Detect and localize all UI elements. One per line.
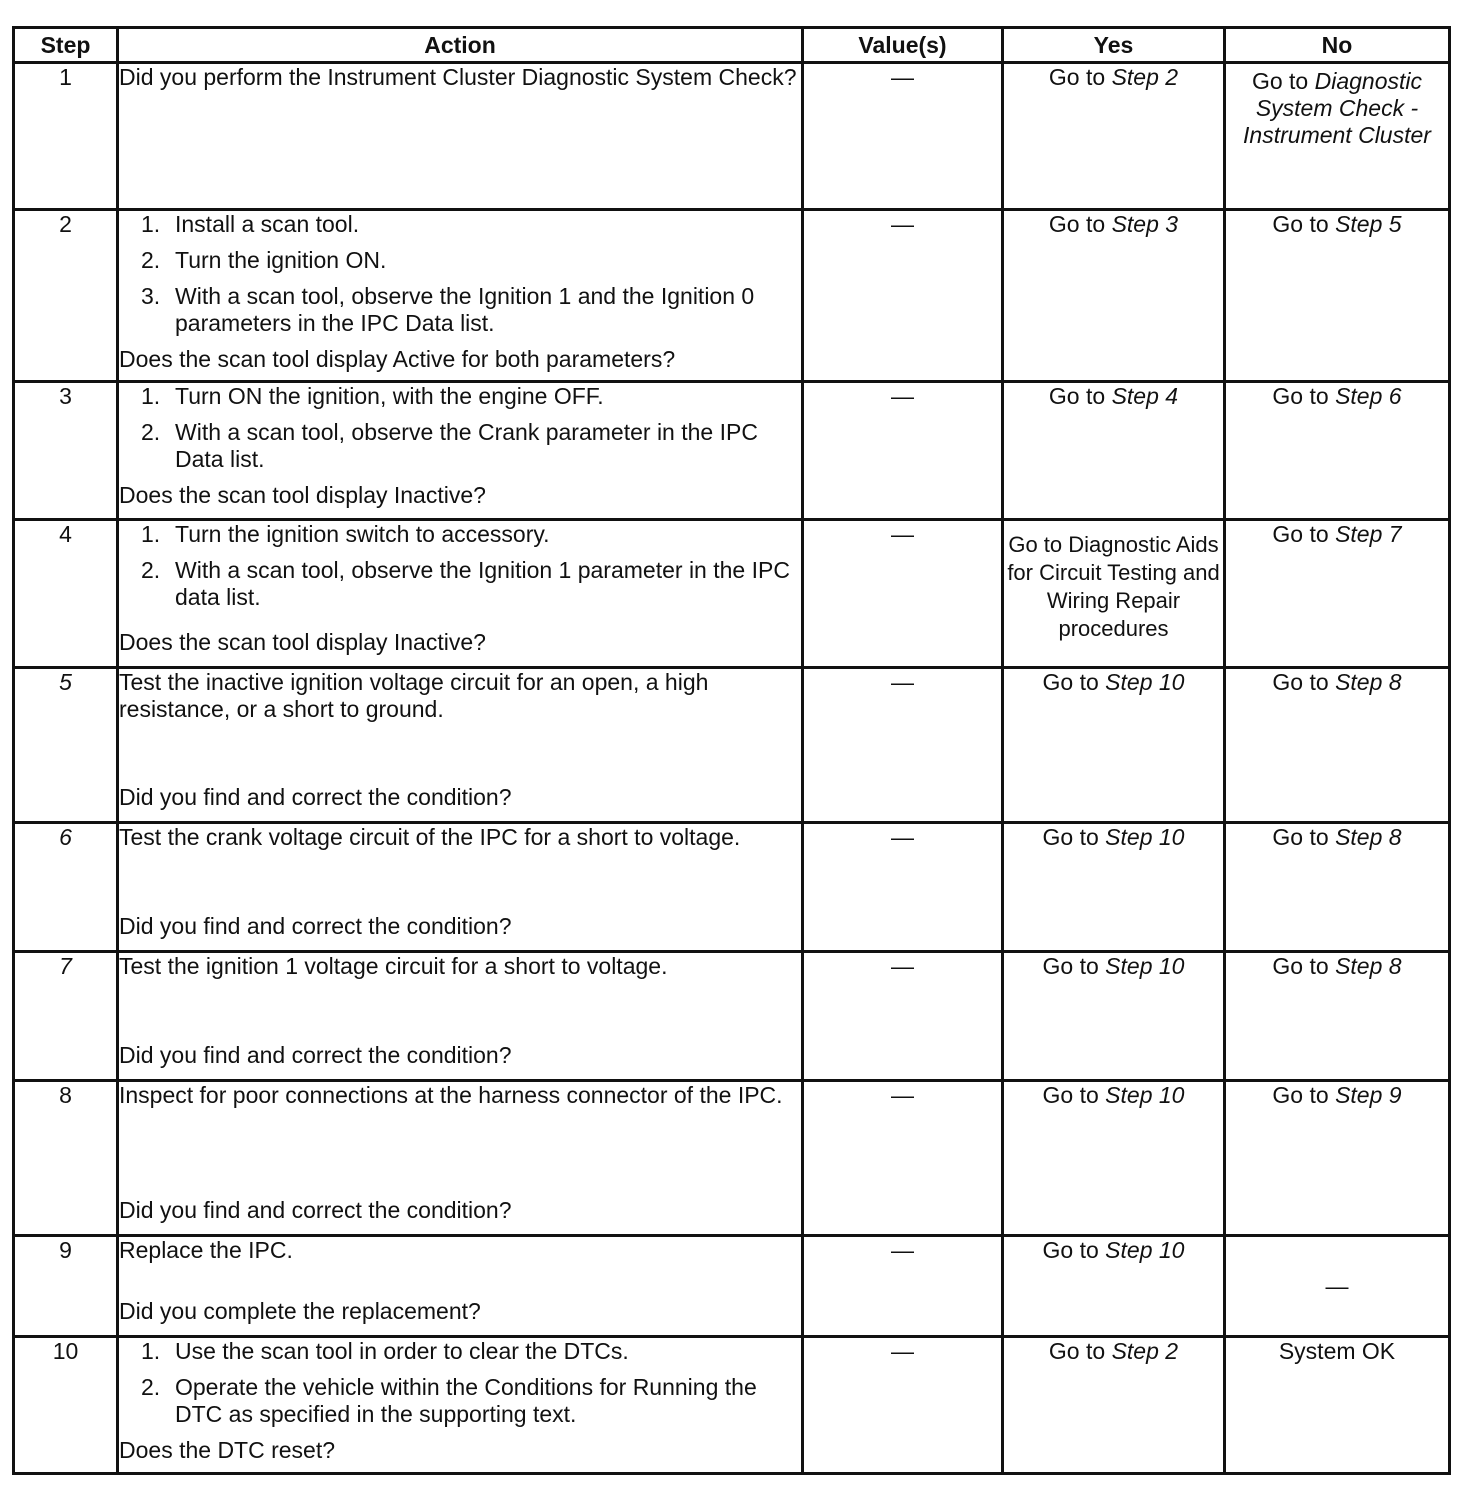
action-question: Does the DTC reset? (119, 1437, 336, 1463)
yes-cell (1003, 1337, 1225, 1474)
value-cell (803, 1081, 1003, 1236)
no-goto-prefix: Go to (1272, 1082, 1329, 1108)
action-cell (118, 952, 803, 1081)
no-cell (1225, 382, 1450, 520)
no-goto-link[interactable]: Step 8 (1335, 824, 1402, 850)
step-number: 6 (59, 824, 72, 850)
table-row (14, 1236, 1450, 1337)
substep-item (141, 1374, 801, 1428)
yes-cell (1003, 520, 1225, 668)
no-cell (1225, 823, 1450, 952)
substep-number: 2. (141, 557, 161, 583)
substep-text: With a scan tool, observe the Crank parameter in the IPC Data list. (175, 419, 758, 472)
action-instruction: Test the ignition 1 voltage circuit for a short to voltage. (119, 953, 668, 979)
action-instruction: Test the crank voltage circuit of the IPC for a short to voltage. (119, 824, 741, 850)
yes-goto-link[interactable]: Step 10 (1105, 1237, 1185, 1263)
no-goto-prefix: Go to (1272, 953, 1329, 979)
substep-number: 3. (141, 283, 161, 309)
yes-cell (1003, 210, 1225, 382)
action-question: Does the scan tool display Inactive? (119, 482, 486, 508)
no-cell (1225, 668, 1450, 823)
yes-goto-prefix: Go to (1042, 669, 1099, 695)
header-values: Value(s) (803, 28, 1003, 63)
substep-number: 2. (141, 419, 161, 445)
yes-cell (1003, 382, 1225, 520)
no-goto-prefix: Go to (1272, 211, 1329, 237)
step-number: 3 (59, 383, 72, 409)
substep-list (119, 521, 801, 611)
action-instruction: Inspect for poor connections at the harness connector of the IPC. (119, 1082, 783, 1108)
no-goto-prefix: Go to (1251, 68, 1309, 94)
action-cell (118, 382, 803, 520)
action-cell (118, 1236, 803, 1337)
no-goto-link[interactable]: Step 6 (1335, 383, 1402, 409)
table-row (14, 1081, 1450, 1236)
substep-number: 2. (141, 247, 161, 273)
substep-number: 1. (141, 521, 161, 547)
substep-text: Install a scan tool. (175, 211, 360, 237)
diagnostic-table (12, 26, 1451, 1475)
no-cell (1225, 1236, 1450, 1337)
yes-goto-prefix: Go to (1048, 383, 1106, 409)
yes-outcome-text: Go to Diagnostic Aids for Circuit Testing and Wiring Repair procedures (1007, 532, 1220, 641)
substep-number: 1. (141, 1338, 161, 1364)
action-question: Did you find and correct the condition? (119, 1042, 512, 1068)
no-cell (1225, 952, 1450, 1081)
value-dash: — (891, 824, 914, 850)
no-goto-link[interactable]: Step 7 (1335, 521, 1402, 547)
table-row (14, 382, 1450, 520)
no-outcome-text: — (1325, 1272, 1349, 1299)
no-goto-prefix: Go to (1272, 521, 1329, 547)
value-dash: — (891, 953, 914, 979)
header-action: Action (118, 28, 803, 63)
yes-goto-link[interactable]: Step 4 (1111, 383, 1179, 409)
action-instruction: Test the inactive ignition voltage circuit for an open, a high resistance, or a short to ground. (119, 669, 709, 722)
value-cell (803, 1337, 1003, 1474)
yes-cell (1003, 668, 1225, 823)
action-question: Did you find and correct the condition? (119, 913, 512, 939)
action-question: Does the scan tool display Active for both parameters? (119, 346, 676, 372)
table-row (14, 520, 1450, 668)
action-question: Did you find and correct the condition? (119, 784, 512, 810)
value-cell (803, 823, 1003, 952)
substep-text: Use the scan tool in order to clear the DTCs. (175, 1338, 629, 1364)
yes-goto-link[interactable]: Step 3 (1111, 211, 1179, 237)
no-goto-link[interactable]: Step 5 (1335, 211, 1402, 237)
yes-goto-link[interactable]: Step 2 (1111, 1338, 1179, 1364)
table-row (14, 823, 1450, 952)
value-cell (803, 520, 1003, 668)
no-goto-prefix: Go to (1272, 669, 1329, 695)
action-cell (118, 520, 803, 668)
value-dash: — (891, 383, 914, 409)
table-row (14, 952, 1450, 1081)
step-number: 9 (59, 1237, 72, 1263)
yes-cell (1003, 952, 1225, 1081)
value-dash: — (891, 1237, 914, 1263)
yes-goto-link[interactable]: Step 2 (1111, 64, 1179, 90)
yes-goto-prefix: Go to (1042, 1082, 1099, 1108)
step-cell (14, 1081, 118, 1236)
value-cell (803, 668, 1003, 823)
substep-item (141, 383, 801, 410)
step-number: 10 (52, 1338, 79, 1364)
action-instruction: Did you perform the Instrument Cluster Diagnostic System Check? (119, 64, 797, 90)
value-cell (803, 1236, 1003, 1337)
no-outcome-text: System OK (1278, 1338, 1396, 1364)
yes-goto-link[interactable]: Step 10 (1105, 669, 1185, 695)
substep-text: Operate the vehicle within the Conditions for Running the DTC as specified in the supporting text. (175, 1374, 757, 1427)
value-dash: — (891, 521, 914, 547)
yes-goto-prefix: Go to (1048, 1338, 1106, 1364)
substep-text: Turn the ignition ON. (175, 247, 387, 273)
yes-goto-prefix: Go to (1048, 211, 1106, 237)
substep-number: 2. (141, 1374, 161, 1400)
yes-goto-link[interactable]: Step 10 (1105, 953, 1185, 979)
table-row (14, 63, 1450, 210)
substep-number: 1. (141, 211, 161, 237)
value-cell (803, 382, 1003, 520)
action-cell (118, 668, 803, 823)
step-number: 2 (59, 211, 72, 237)
yes-goto-prefix: Go to (1048, 64, 1106, 90)
no-goto-link[interactable]: Diagnostic System Check - Instrument Cluster (1243, 68, 1431, 148)
step-cell (14, 1236, 118, 1337)
value-cell (803, 210, 1003, 382)
step-cell (14, 63, 118, 210)
header-row (14, 28, 1450, 63)
step-number: 4 (59, 521, 72, 547)
substep-list (119, 383, 801, 473)
substep-item (141, 1338, 801, 1365)
no-goto-link[interactable]: Step 8 (1335, 953, 1402, 979)
yes-goto-prefix: Go to (1042, 1237, 1099, 1263)
action-cell (118, 63, 803, 210)
step-cell (14, 210, 118, 382)
step-cell (14, 823, 118, 952)
no-cell (1225, 520, 1450, 668)
substep-text: Turn the ignition switch to accessory. (175, 521, 550, 547)
no-goto-prefix: Go to (1272, 824, 1329, 850)
header-no: No (1225, 28, 1450, 63)
action-question: Did you complete the replacement? (119, 1298, 481, 1324)
step-number: 5 (59, 669, 72, 695)
yes-cell (1003, 63, 1225, 210)
action-cell (118, 1081, 803, 1236)
step-cell (14, 382, 118, 520)
table-row (14, 1337, 1450, 1474)
substep-text: Turn ON the ignition, with the engine OFF. (175, 383, 604, 409)
no-cell (1225, 63, 1450, 210)
no-goto-link[interactable]: Step 8 (1335, 669, 1402, 695)
no-cell (1225, 210, 1450, 382)
table-body (14, 63, 1450, 1474)
substep-item (141, 557, 801, 611)
substep-item (141, 211, 801, 238)
yes-goto-link[interactable]: Step 10 (1105, 824, 1185, 850)
value-dash: — (891, 1338, 914, 1364)
step-cell (14, 520, 118, 668)
step-number: 7 (59, 953, 72, 979)
action-cell (118, 1337, 803, 1474)
step-cell (14, 952, 118, 1081)
no-cell (1225, 1081, 1450, 1236)
substep-list (119, 1338, 801, 1428)
step-number: 8 (59, 1082, 72, 1108)
substep-item (141, 521, 801, 548)
step-cell (14, 1337, 118, 1474)
yes-cell (1003, 823, 1225, 952)
header-step: Step (14, 28, 118, 63)
no-cell (1225, 1337, 1450, 1474)
action-instruction: Replace the IPC. (119, 1237, 293, 1263)
value-dash: — (891, 1082, 914, 1108)
table-row (14, 668, 1450, 823)
no-goto-prefix: Go to (1272, 383, 1329, 409)
table-row (14, 210, 1450, 382)
substep-text: With a scan tool, observe the Ignition 1 parameter in the IPC data list. (175, 557, 790, 610)
action-question: Does the scan tool display Inactive? (119, 629, 486, 655)
value-dash: — (891, 64, 914, 90)
step-number: 1 (59, 64, 72, 90)
yes-goto-prefix: Go to (1042, 824, 1099, 850)
step-cell (14, 668, 118, 823)
action-cell (118, 210, 803, 382)
yes-cell (1003, 1081, 1225, 1236)
substep-item (141, 419, 801, 473)
value-dash: — (891, 211, 914, 237)
yes-goto-prefix: Go to (1042, 953, 1099, 979)
action-cell (118, 823, 803, 952)
action-question: Did you find and correct the condition? (119, 1197, 512, 1223)
substep-text: With a scan tool, observe the Ignition 1 and the Ignition 0 parameters in the IPC Data list. (175, 283, 755, 336)
yes-goto-link[interactable]: Step 10 (1105, 1082, 1185, 1108)
value-cell (803, 952, 1003, 1081)
substep-list (119, 211, 801, 337)
substep-item (141, 247, 801, 274)
header-yes: Yes (1003, 28, 1225, 63)
value-cell (803, 63, 1003, 210)
substep-number: 1. (141, 383, 161, 409)
value-dash: — (891, 669, 914, 695)
substep-item (141, 283, 801, 337)
no-goto-link[interactable]: Step 9 (1335, 1082, 1402, 1108)
yes-cell (1003, 1236, 1225, 1337)
